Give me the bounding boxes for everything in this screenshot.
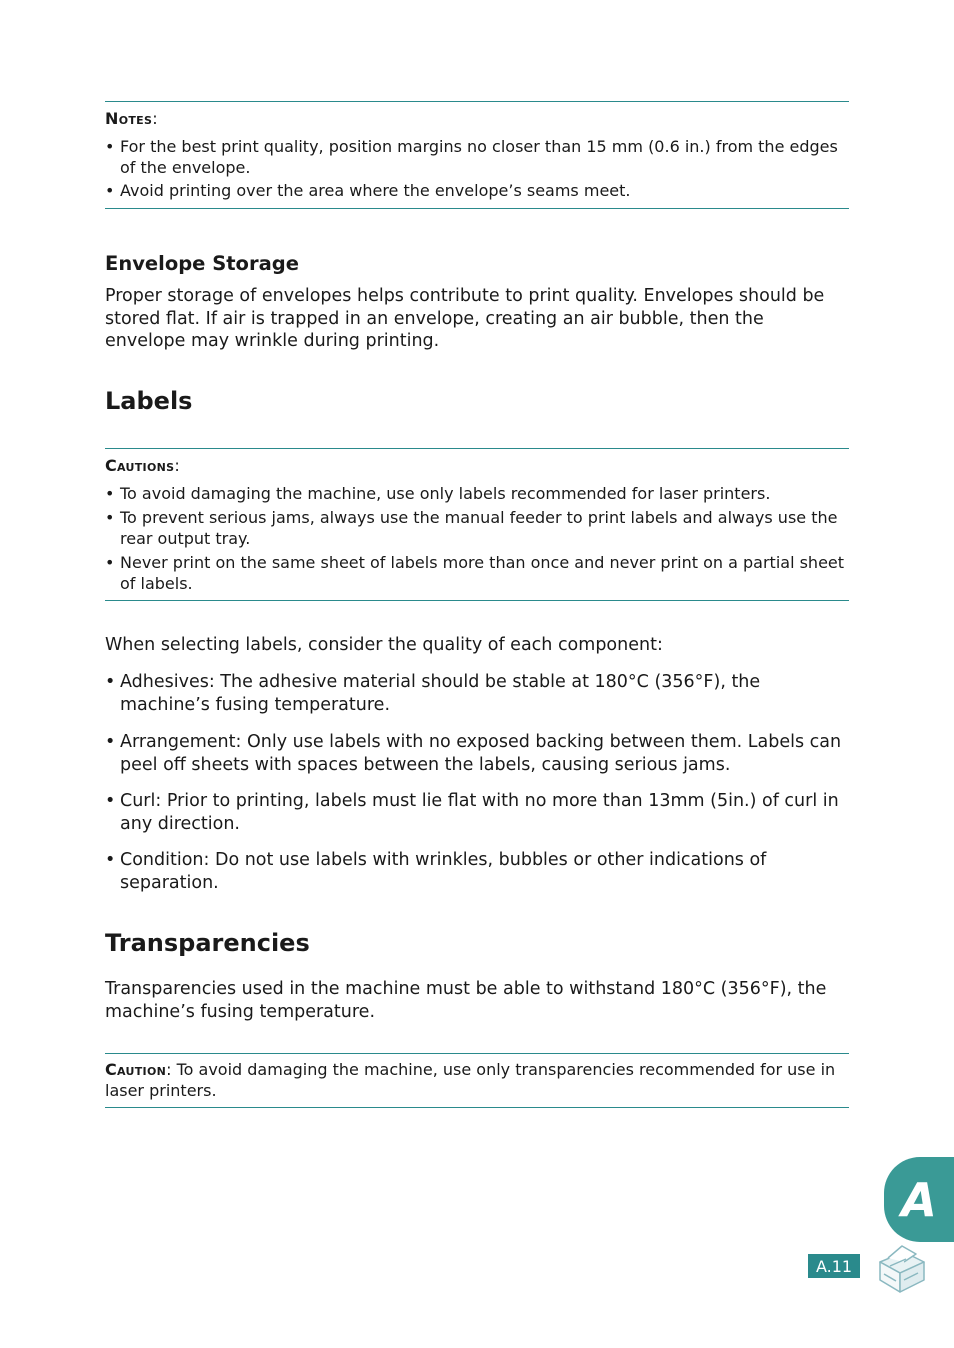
- caution-top-rule: [105, 1053, 849, 1054]
- cautions-top-rule: [105, 448, 849, 449]
- caution-text: : To avoid damaging the machine, use only transparencies recommended for use in laser printers.: [105, 1060, 836, 1100]
- caution-item: • To prevent serious jams, always use the manual feeder to print labels and always use the rear output tray.: [105, 508, 838, 548]
- component-item: • Arrangement: Only use labels with no exposed backing between them. Labels can peel off sheets with spaces between the labels, causing serious jams.: [105, 732, 842, 775]
- notes-item: • Avoid printing over the area where the envelope’s seams meet.: [105, 181, 631, 200]
- component-item: • Adhesives: The adhesive material should be stable at 180°C (356°F), the machine’s fusing temperature.: [105, 672, 761, 715]
- cautions-bottom-rule: [105, 600, 849, 601]
- notes-top-rule: [105, 101, 849, 102]
- caution-bottom-rule: [105, 1107, 849, 1108]
- printer-icon: [870, 1240, 930, 1298]
- transparency-caution: [105, 1059, 849, 1101]
- envelope-storage-heading: Envelope Storage: [105, 252, 299, 275]
- cautions-label: Cautions: [105, 456, 175, 475]
- transparencies-heading: Transparencies: [105, 929, 310, 957]
- chapter-tab: A: [884, 1157, 954, 1242]
- labels-intro: When selecting labels, consider the quality of each component:: [105, 635, 663, 655]
- notes-heading: Notes:: [105, 109, 158, 128]
- component-item: • Curl: Prior to printing, labels must lie flat with no more than 13mm (5in.) of curl in any direction.: [105, 791, 839, 834]
- cautions-heading: Cautions:: [105, 456, 180, 475]
- notes-label: Notes: [105, 109, 153, 128]
- caution-item: • To avoid damaging the machine, use only labels recommended for laser printers.: [105, 484, 771, 503]
- transparencies-body: Transparencies used in the machine must be able to withstand 180°C (356°F), the machine’s fusing temperature.: [105, 979, 827, 1022]
- notes-item: • For the best print quality, position margins no closer than 15 mm (0.6 in.) from the edges of the envelope.: [105, 137, 838, 177]
- notes-bottom-rule: [105, 208, 849, 209]
- page-number: A.11: [808, 1254, 860, 1278]
- labels-heading: Labels: [105, 387, 193, 415]
- caution-item: • Never print on the same sheet of labels more than once and never print on a partial sheet of labels.: [105, 553, 845, 593]
- caution-label: Caution: [105, 1060, 167, 1079]
- component-item: • Condition: Do not use labels with wrinkles, bubbles or other indications of separation.: [105, 850, 767, 893]
- envelope-storage-body: Proper storage of envelopes helps contribute to print quality. Envelopes should be stored flat. If air is trapped in an envelope, creating an air bubble, then the envelope may wrinkle during printing.: [105, 286, 825, 351]
